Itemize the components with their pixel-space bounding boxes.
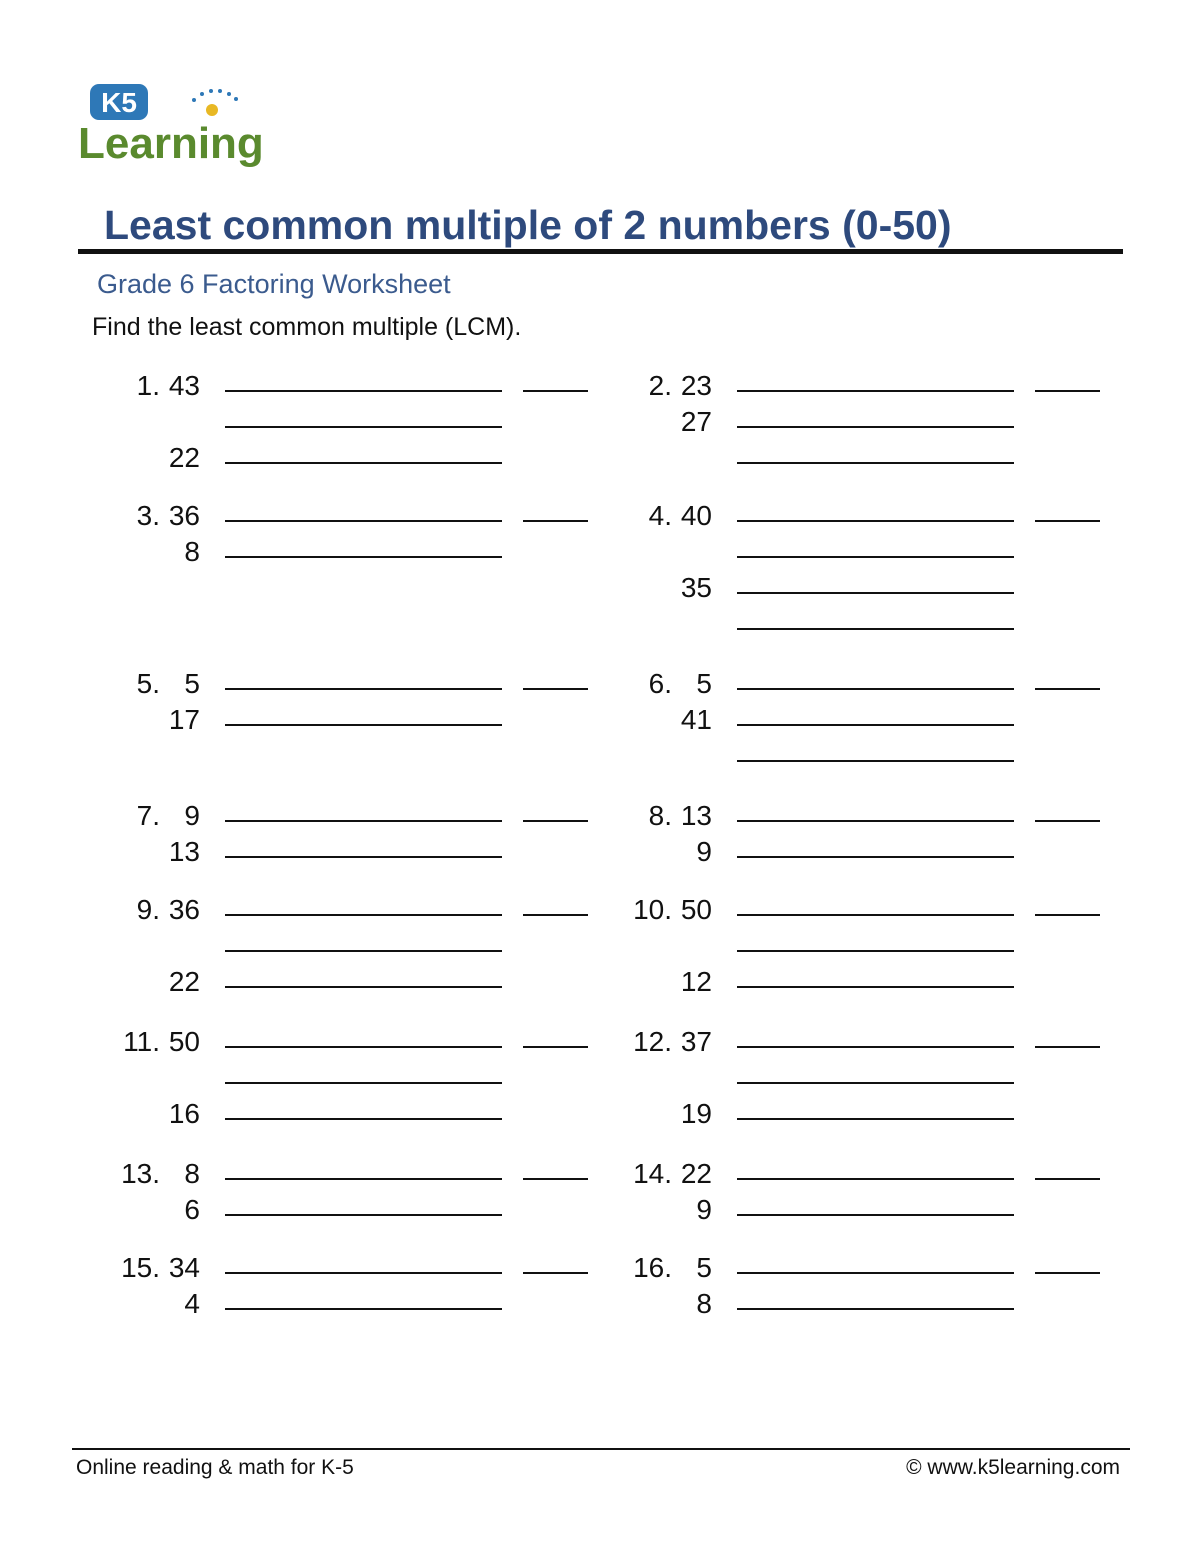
work-line[interactable] (225, 820, 502, 822)
problem-14 (592, 1158, 1112, 1225)
work-line[interactable] (737, 556, 1014, 558)
problem-number: 12. (633, 1026, 672, 1057)
first-number: 5 (696, 1252, 712, 1283)
work-line[interactable] (225, 426, 502, 428)
work-line[interactable] (737, 1046, 1014, 1048)
second-number: 8 (696, 1288, 712, 1319)
second-number: 13 (168, 836, 200, 867)
second-number: 16 (168, 1098, 200, 1129)
answer-line[interactable] (523, 1046, 588, 1048)
second-number: 41 (680, 704, 712, 735)
problem-number: 5. (136, 668, 160, 699)
problem-1 (80, 370, 600, 473)
second-number: 22 (168, 966, 200, 997)
first-number: 36 (168, 894, 200, 925)
problem-16 (592, 1252, 1112, 1319)
problem-number: 2. (648, 370, 672, 401)
footer-divider (72, 1448, 1130, 1450)
problem-9 (80, 894, 600, 997)
work-line[interactable] (225, 1272, 502, 1274)
second-number: 35 (680, 572, 712, 603)
problem-number: 7. (136, 800, 160, 831)
work-line[interactable] (737, 1308, 1014, 1310)
problem-3 (80, 500, 600, 567)
work-line[interactable] (225, 1178, 502, 1180)
problem-13 (80, 1158, 600, 1225)
second-number: 8 (184, 536, 200, 567)
work-line[interactable] (225, 986, 502, 988)
work-line[interactable] (737, 856, 1014, 858)
problem-number: 9. (136, 894, 160, 925)
answer-line[interactable] (523, 820, 588, 822)
work-line[interactable] (225, 1046, 502, 1048)
first-number: 5 (184, 668, 200, 699)
first-number: 23 (680, 370, 712, 401)
answer-line[interactable] (523, 1272, 588, 1274)
work-line[interactable] (737, 390, 1014, 392)
work-line[interactable] (737, 820, 1014, 822)
problem-number: 3. (136, 500, 160, 531)
work-line[interactable] (225, 556, 502, 558)
k5-learning-logo (76, 78, 296, 170)
logo-learning-text: Learning (78, 119, 264, 168)
logo-person-icon (206, 104, 218, 116)
problem-4 (592, 500, 1112, 603)
work-line[interactable] (737, 1178, 1014, 1180)
work-line[interactable] (225, 1082, 502, 1084)
problem-2 (592, 370, 1112, 437)
work-line[interactable] (225, 1214, 502, 1216)
work-line[interactable] (737, 426, 1014, 428)
problem-number: 10. (633, 894, 672, 925)
work-line[interactable] (737, 986, 1014, 988)
answer-line[interactable] (523, 520, 588, 522)
second-number: 9 (696, 1194, 712, 1225)
second-number: 9 (696, 836, 712, 867)
work-line[interactable] (737, 1082, 1014, 1084)
work-line[interactable] (737, 1118, 1014, 1120)
first-number: 13 (680, 800, 712, 831)
work-line[interactable] (737, 760, 1014, 762)
work-line[interactable] (225, 688, 502, 690)
problem-10 (592, 894, 1112, 997)
first-number: 5 (696, 668, 712, 699)
work-line[interactable] (225, 950, 502, 952)
answer-line[interactable] (1035, 1272, 1100, 1274)
problem-8 (592, 800, 1112, 867)
first-number: 36 (168, 500, 200, 531)
problem-number: 16. (633, 1252, 672, 1283)
problem-number: 15. (121, 1252, 160, 1283)
footer-website: © www.k5learning.com (906, 1456, 1120, 1479)
work-line[interactable] (225, 724, 502, 726)
second-number: 17 (168, 704, 200, 735)
answer-line[interactable] (1035, 1178, 1100, 1180)
first-number: 9 (184, 800, 200, 831)
problem-7 (80, 800, 600, 867)
problem-number: 14. (633, 1158, 672, 1189)
answer-line[interactable] (1035, 390, 1100, 392)
first-number: 50 (168, 1026, 200, 1057)
first-number: 43 (168, 370, 200, 401)
first-number: 8 (184, 1158, 200, 1189)
work-line[interactable] (737, 628, 1014, 630)
first-number: 50 (680, 894, 712, 925)
second-number: 19 (680, 1098, 712, 1129)
answer-line[interactable] (1035, 914, 1100, 916)
first-number: 37 (680, 1026, 712, 1057)
work-line[interactable] (737, 950, 1014, 952)
second-number: 27 (680, 406, 712, 437)
answer-line[interactable] (1035, 520, 1100, 522)
work-line[interactable] (225, 1118, 502, 1120)
work-line[interactable] (737, 592, 1014, 594)
title-divider (78, 249, 1123, 254)
work-line[interactable] (737, 1214, 1014, 1216)
work-line[interactable] (737, 520, 1014, 522)
problem-number: 6. (648, 668, 672, 699)
problem-15 (80, 1252, 600, 1319)
work-line[interactable] (225, 390, 502, 392)
work-line[interactable] (225, 520, 502, 522)
work-line[interactable] (225, 856, 502, 858)
answer-line[interactable] (523, 1178, 588, 1180)
problem-11 (80, 1026, 600, 1129)
work-line[interactable] (737, 462, 1014, 464)
first-number: 40 (680, 500, 712, 531)
footer-tagline: Online reading & math for K-5 (76, 1456, 354, 1479)
work-line[interactable] (737, 724, 1014, 726)
second-number: 12 (680, 966, 712, 997)
logo-stars-icon (192, 89, 238, 102)
problem-number: 11. (123, 1026, 160, 1057)
problem-number: 13. (121, 1158, 160, 1189)
logo-k5-text: K5 (101, 87, 137, 118)
answer-line[interactable] (523, 914, 588, 916)
work-line[interactable] (737, 688, 1014, 690)
problem-6 (592, 668, 1112, 735)
problem-5 (80, 668, 600, 735)
worksheet-subtitle: Grade 6 Factoring Worksheet (97, 269, 451, 299)
problem-number: 8. (648, 800, 672, 831)
answer-line[interactable] (523, 688, 588, 690)
answer-line[interactable] (523, 390, 588, 392)
problem-number: 1. (136, 370, 160, 401)
problem-12 (592, 1026, 1112, 1129)
first-number: 22 (680, 1158, 712, 1189)
answer-line[interactable] (1035, 688, 1100, 690)
second-number: 6 (184, 1194, 200, 1225)
answer-line[interactable] (1035, 1046, 1100, 1048)
work-line[interactable] (225, 1308, 502, 1310)
first-number: 34 (168, 1252, 200, 1283)
work-line[interactable] (225, 914, 502, 916)
work-line[interactable] (225, 462, 502, 464)
second-number: 22 (168, 442, 200, 473)
instructions: Find the least common multiple (LCM). (92, 313, 522, 341)
work-line[interactable] (737, 1272, 1014, 1274)
work-line[interactable] (737, 914, 1014, 916)
second-number: 4 (184, 1288, 200, 1319)
problem-number: 4. (648, 500, 672, 531)
answer-line[interactable] (1035, 820, 1100, 822)
page-title: Least common multiple of 2 numbers (0-50) (104, 202, 952, 248)
